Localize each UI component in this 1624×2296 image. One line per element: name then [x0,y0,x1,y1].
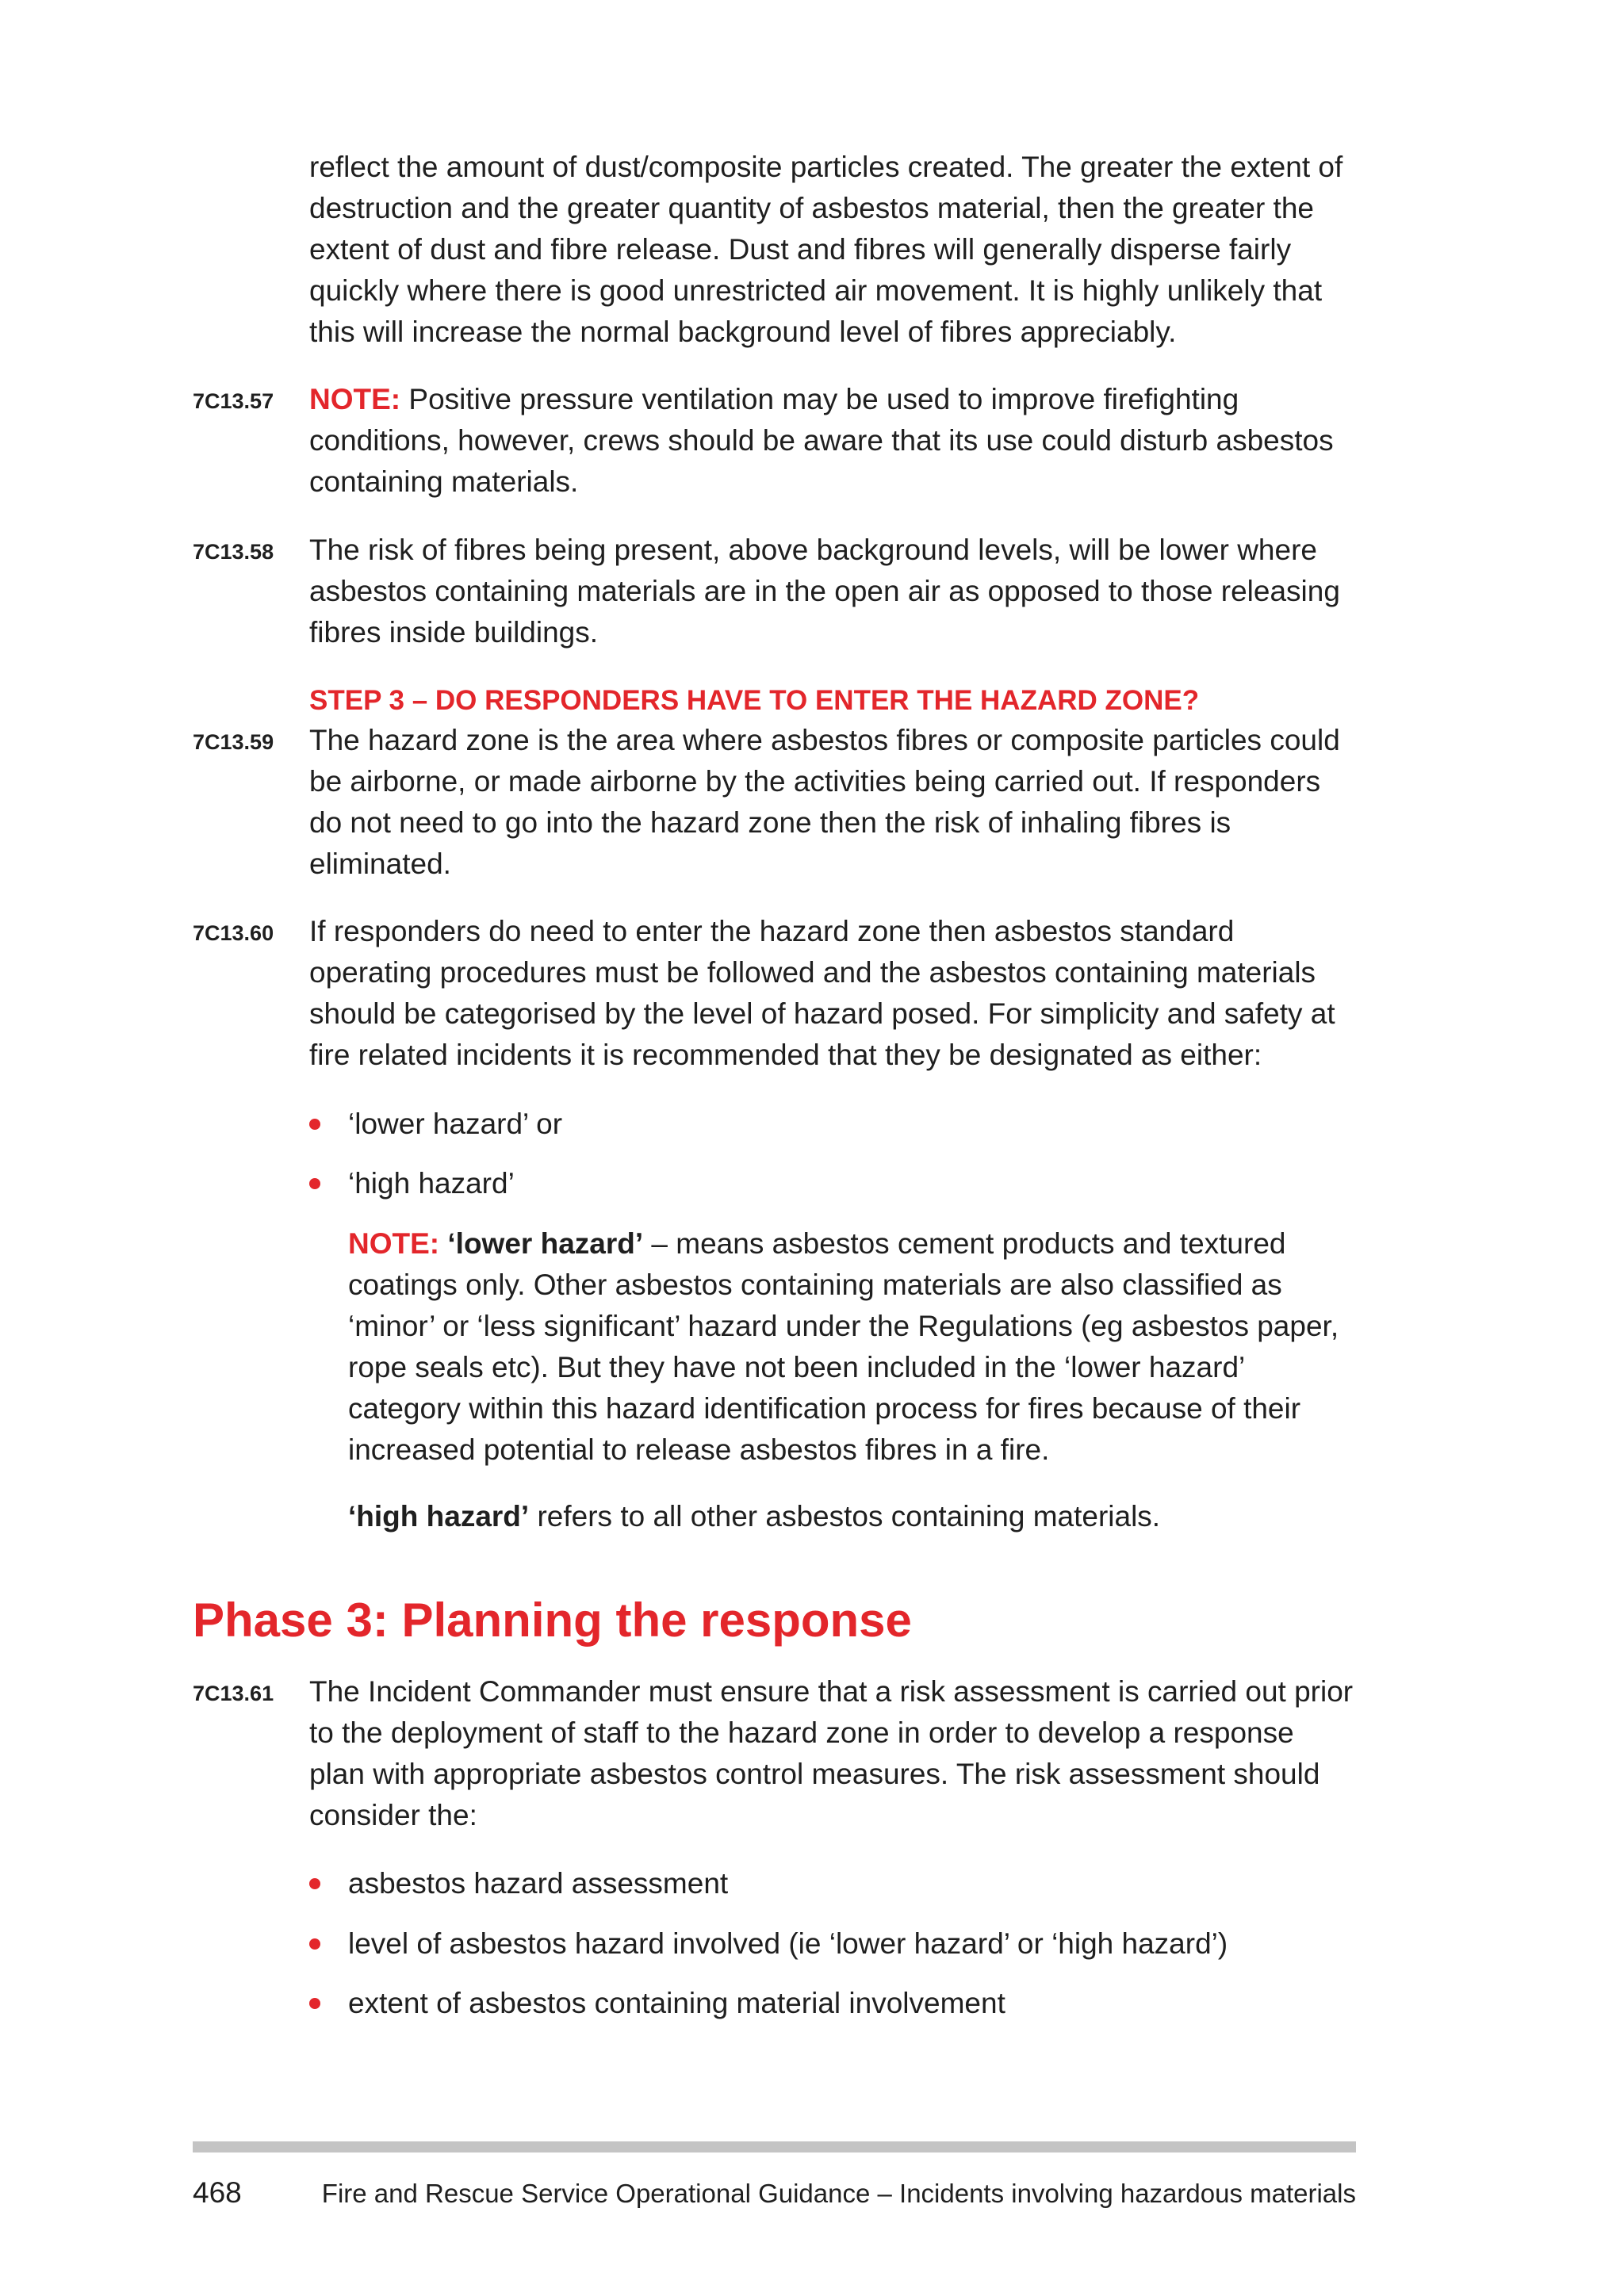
paragraph-57-text: Positive pressure ventilation may be used to improve firefighting conditions, however, crews should be aware that its use could disturb asbestos containing materials. [309,383,1334,498]
paragraph-61: The Incident Commander must ensure that a risk assessment is carried out prior to the deployment of staff to the hazard zone in order to develop a response plan with appropriate asbestos control measures. The risk assessment should consider the: [309,1675,1354,1831]
lower-hazard-note [348,1223,1355,1471]
bullet-icon [309,1878,320,1889]
document-page: reflect the amount of dust/composite particles created. The greater the extent of destruction and the greater quantity of asbestos material, then the greater the extent of dust and fibre release. Dust and fibres will generally disperse fairly quickly where there is good unrestricted air movement. It is highly unlikely that this will increase the normal background level of fibres appreciably. 7C13.57 NOTE: Positive pressure ventilation may be used to improve firefighting conditions, however, crews should be aware that its use could disturb asbestos containing materials. 7C13.58 The risk of fibres being present, above background levels, will be lower where asbestos containing materials are in the open air as opposed to those releasing fibres inside buildings. STEP 3 – DO RESPONDERS HAVE TO ENTER THE HAZARD ZONE? 7C13.59 The hazard zone is the area where asbestos fibres or composite particles could be airborne, or made airborne by the activities being carried out. If responders do not need to go into the hazard zone then the risk of inhaling fibres is eliminated. 7C13.60 If responders do need to enter the hazard zone then asbestos standard operating procedures must be followed and the asbestos containing materials should be categorised by the level of hazard posed. For simplicity and safety at fire related incidents it is recommended that they be designated as either: ‘lower hazard’ or ‘high hazard’ NOTE: ‘lower hazard’ – means asbestos cement products and textured coatings only. Other asbestos containing materials are also classified as ‘minor’ or ‘less significant’ hazard under the Regulations (eg asbestos paper, rope seals etc). But they have not been included in the ‘lower hazard’ category within this hazard identification process for fires because of their increased potential to release asbestos fibres in a fire. ‘high hazard’ refers to all other asbestos containing materials. Phase 3: Planning the response 7C13.61 The Incident Commander must ensure that a risk assessment is carried out prior to the deployment of staff to the hazard zone in order to develop a response plan with appropriate asbestos control measures. The risk assessment should consider the: asbestos hazard assessment level of asbestos hazard involved (ie ‘lower hazard’ or ‘high hazard’) extent of asbestos containing material involvement 468 Fire and Rescue Service Operational Guidance – Incidents involving hazardous materials [0,0,1624,2296]
step-3-heading: STEP 3 – DO RESPONDERS HAVE TO ENTER THE HAZARD ZONE? [309,685,1200,716]
intro-paragraph: reflect the amount of dust/composite particles created. The greater the extent of destruction and the greater quantity of asbestos material, then the greater the extent of dust and fibre release. Dust and fibres will generally disperse fairly quickly where there is good unrestricted air movement. It is highly unlikely that this will increase the normal background level of fibres appreciably. [309,151,1343,348]
paragraph-number-61: 7C13.61 [193,1682,274,1705]
bullet-icon [309,1119,320,1130]
paragraph-57 [309,379,1356,503]
note-label: NOTE: [348,1227,440,1260]
paragraph-60: If responders do need to enter the hazard zone then asbestos standard operating procedures must be followed and the asbestos containing materials should be categorised by the level of hazard posed. For simplicity and safety at fire related incidents it is recommended that they be designated as either: [309,915,1335,1071]
note-label: NOTE: [309,383,401,415]
bullet-icon [309,1998,320,2009]
paragraph-number-58: 7C13.58 [193,540,274,564]
paragraph-59: The hazard zone is the area where asbestos fibres or composite particles could be airborne, or made airborne by the activities being carried out. If responders do not need to go into the hazard zone then the risk of inhaling fibres is eliminated. [309,724,1340,880]
phase-3-heading: Phase 3: Planning the response [193,1594,912,1647]
paragraph-number-60: 7C13.60 [193,921,274,945]
high-hazard-note [348,1496,1355,1537]
paragraph-number-57: 7C13.57 [193,389,274,413]
bullet-icon [309,1938,320,1950]
high-hazard-term: ‘high hazard’ [348,1500,530,1533]
paragraph-number-59: 7C13.59 [193,730,274,754]
footer-divider [193,2141,1356,2152]
high-hazard-text: refers to all other asbestos containing materials. [529,1500,1161,1533]
paragraph-58: The risk of fibres being present, above background levels, will be lower where asbestos containing materials are in the open air as opposed to those releasing fibres inside buildings. [309,534,1340,649]
lower-hazard-text: – means asbestos cement products and textured coatings only. Other asbestos containing materials are also classified as ‘minor’ or ‘less significant’ hazard under the Regulations (eg asbestos paper, rope seals etc). But they have not been included in the ‘lower hazard’ category within this hazard identification process for fires because of their increased potential to release asbestos fibres in a fire. [348,1227,1339,1466]
footer-title: Fire and Rescue Service Operational Guidance – Incidents involving hazardous materials [321,2179,1356,2208]
bullet-icon [309,1178,320,1189]
page-number: 468 [193,2176,242,2209]
lower-hazard-term: ‘lower hazard’ [447,1227,644,1260]
